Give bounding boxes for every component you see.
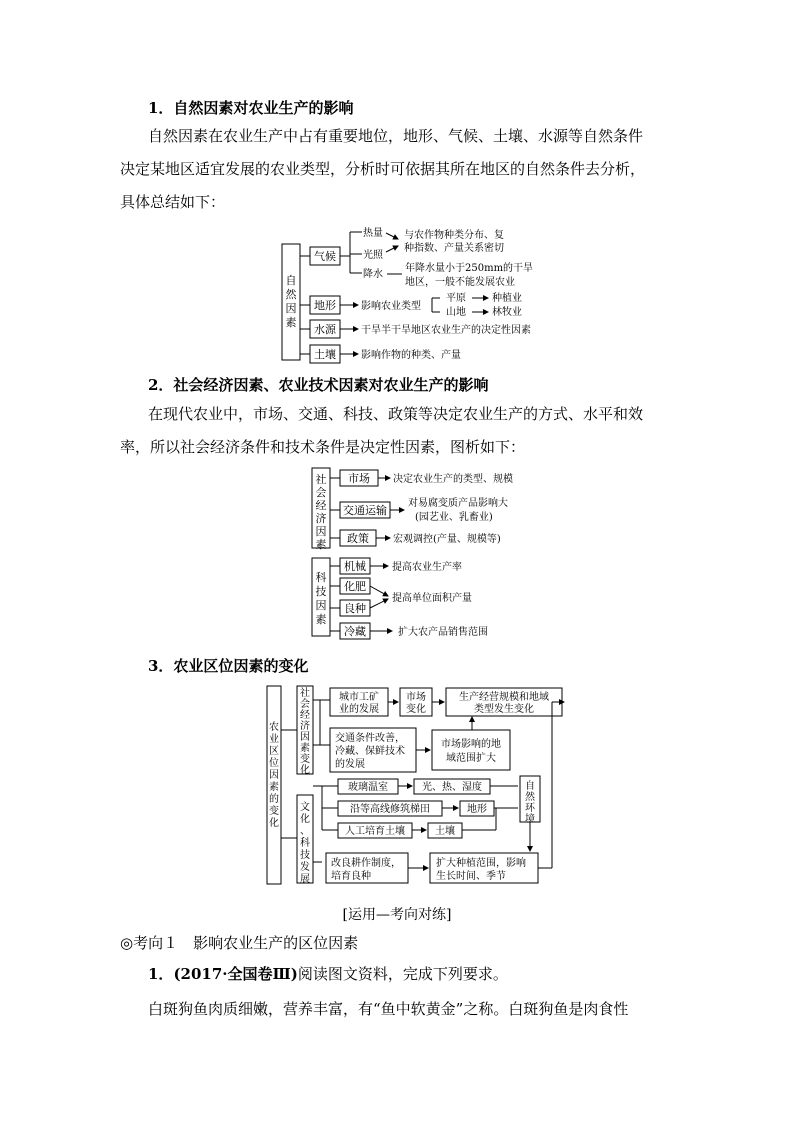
heat-label: 热量 xyxy=(363,228,383,239)
forest-label: 林牧业 xyxy=(492,307,522,318)
root-char: 的 xyxy=(269,794,279,805)
paragraph-line: 具体总结如下： xyxy=(120,193,226,211)
terrain-text: 地形 xyxy=(467,804,487,815)
paragraph-line: 决定某地区适宜发展的农业类型，分析时可依据其所在地区的自然条件去分析， xyxy=(120,160,646,178)
paragraph-line: 自然因素在农业生产中占有重要地位，地形、气候、土壤、水源等自然条件 xyxy=(148,127,644,145)
culture-char: 科 xyxy=(300,838,310,849)
tech-char: 技 xyxy=(315,585,327,598)
fertilizer-label: 化肥 xyxy=(344,580,366,593)
culture-char: 发 xyxy=(300,862,310,873)
question-line xyxy=(148,963,508,984)
climate-note: 与农作物种类分布、复 xyxy=(404,230,504,241)
terrace-text: 沿等高线修筑梯田 xyxy=(350,804,430,815)
light-text: 光、热、湿度 xyxy=(422,782,482,793)
market-label: 市场 xyxy=(348,472,370,485)
trans-text: 交通条件改善， xyxy=(335,733,405,744)
social-char: 会 xyxy=(300,699,310,710)
range-text: 域范围扩大 xyxy=(446,753,496,764)
terrain-note: 影响农业类型 xyxy=(361,301,421,312)
plain-label: 平原 xyxy=(446,293,466,304)
social-char: 素 xyxy=(300,743,310,754)
root-char: 然 xyxy=(285,288,297,301)
root-char: 位 xyxy=(269,758,279,769)
social-char: 因 xyxy=(300,732,310,743)
section3-heading: 3．农业区位因素的变化 xyxy=(148,657,309,675)
culture-char: 展 xyxy=(300,874,310,885)
question-text: 阅读图文资料，完成下列要求。 xyxy=(297,965,508,983)
paragraph-line: 白斑狗鱼肉质细嫩，营养丰富，有“鱼中软黄金”之称。白斑狗鱼是肉食性 xyxy=(148,1000,629,1018)
nature-char: 境 xyxy=(525,814,535,825)
range-text: 市场影响的地 xyxy=(441,739,501,750)
paragraph-line: 在现代农业中，市场、交通、科技、政策等决定农业生产的方式、水平和效 xyxy=(148,405,644,423)
root-char: 农 xyxy=(269,722,279,733)
tech-char: 素 xyxy=(315,613,327,626)
market-text: 变化 xyxy=(406,704,426,715)
rain-note: 地区，一般不能发展农业 xyxy=(405,277,515,288)
soil-note: 影响作物的种类、产量 xyxy=(361,350,461,361)
nature-char: 自 xyxy=(525,781,535,792)
scale-text: 生产经营规模和地域 xyxy=(459,692,549,703)
social-char: 素 xyxy=(315,538,327,551)
improve-text: 改良耕作制度， xyxy=(331,858,401,869)
root-char: 素 xyxy=(269,782,279,793)
machine-label: 机械 xyxy=(344,560,366,573)
social-char: 经 xyxy=(315,499,327,512)
soilmake-text: 人工培育土壤 xyxy=(345,826,405,837)
machine-note: 提高农业生产率 xyxy=(392,562,462,573)
seed-label: 良种 xyxy=(344,602,366,615)
social-char: 社 xyxy=(300,688,310,699)
root-char: 业 xyxy=(269,734,279,745)
root-char: 因 xyxy=(269,770,279,781)
policy-note: 宏观调控(产量、规模等) xyxy=(393,534,501,545)
social-char: 社 xyxy=(315,473,327,486)
nature-char: 环 xyxy=(525,803,535,814)
climate-label: 气候 xyxy=(314,250,336,263)
expand-text: 扩大种植范围，影响 xyxy=(436,858,526,869)
rain-note: 年降水量小于250mm的干旱 xyxy=(405,263,534,274)
exercise-caption: [运用—考向对练] xyxy=(342,907,452,923)
root-char: 自 xyxy=(285,274,297,287)
root-char: 区 xyxy=(269,746,279,757)
culture-char: 文 xyxy=(300,802,310,813)
root-char: 化 xyxy=(269,818,279,829)
light-label: 光照 xyxy=(363,250,383,261)
improve-text: 培育良种 xyxy=(331,871,371,882)
market-text: 市场 xyxy=(406,692,426,703)
soil-label: 土壤 xyxy=(314,348,336,361)
social-char: 会 xyxy=(315,486,327,499)
trans-text: 的发展 xyxy=(335,759,365,770)
social-char: 变 xyxy=(300,754,310,765)
market-note: 决定农业生产的类型、规模 xyxy=(393,474,513,485)
mountain-label: 山地 xyxy=(446,307,466,318)
cold-label: 冷藏 xyxy=(344,625,366,638)
root-char: 素 xyxy=(285,316,297,329)
social-char: 经 xyxy=(300,710,310,721)
kaoxiang-heading: ◎考向１ 影响农业生产的区位因素 xyxy=(120,934,359,952)
culture-char: 化 xyxy=(300,814,310,825)
tech-char: 因 xyxy=(315,599,327,612)
question-number: 1． xyxy=(148,965,174,983)
social-char: 因 xyxy=(315,525,327,538)
culture-char: 、 xyxy=(300,826,310,837)
root-char: 因 xyxy=(285,302,297,315)
rain-label: 降水 xyxy=(363,269,383,280)
policy-label: 政策 xyxy=(347,532,369,545)
climate-note: 种指数、产量关系密切 xyxy=(404,243,504,254)
question-source: (2017·全国卷Ⅲ) xyxy=(173,965,298,983)
soil-text: 土壤 xyxy=(435,826,455,837)
social-char: 化 xyxy=(300,765,310,776)
paragraph-line: 率，所以社会经济条件和技术条件是决定性因素，图析如下： xyxy=(120,438,526,456)
water-label: 水源 xyxy=(314,323,336,336)
scale-text: 类型发生变化 xyxy=(474,704,534,715)
transport-note: (园艺业、乳畜业) xyxy=(415,512,493,523)
terrain-label: 地形 xyxy=(314,299,336,312)
expand-text: 生长时间、季节 xyxy=(436,871,506,882)
transport-note: 对易腐变质产品影响大 xyxy=(408,498,508,509)
root-char: 变 xyxy=(269,806,279,817)
urban-text: 业的发展 xyxy=(339,704,379,715)
social-char: 济 xyxy=(315,512,327,525)
section2-heading: 2．社会经济因素、农业技术因素对农业生产的影响 xyxy=(148,376,489,394)
water-note: 干旱半干旱地区农业生产的决定性因素 xyxy=(361,325,531,336)
nature-char: 然 xyxy=(525,792,535,803)
tech-char: 科 xyxy=(315,571,327,584)
culture-char: 技 xyxy=(300,850,310,861)
glass-text: 玻璃温室 xyxy=(348,782,388,793)
urban-text: 城市工矿 xyxy=(339,692,379,703)
trans-text: 冷藏、保鲜技术 xyxy=(335,746,405,757)
plant-label: 种植业 xyxy=(492,293,522,304)
social-char: 济 xyxy=(300,721,310,732)
transport-label: 交通运输 xyxy=(343,504,387,517)
cold-note: 扩大农产品销售范围 xyxy=(398,627,488,638)
section1-heading: 1．自然因素对农业生产的影响 xyxy=(148,99,354,117)
yield-note: 提高单位面积产量 xyxy=(392,593,472,604)
